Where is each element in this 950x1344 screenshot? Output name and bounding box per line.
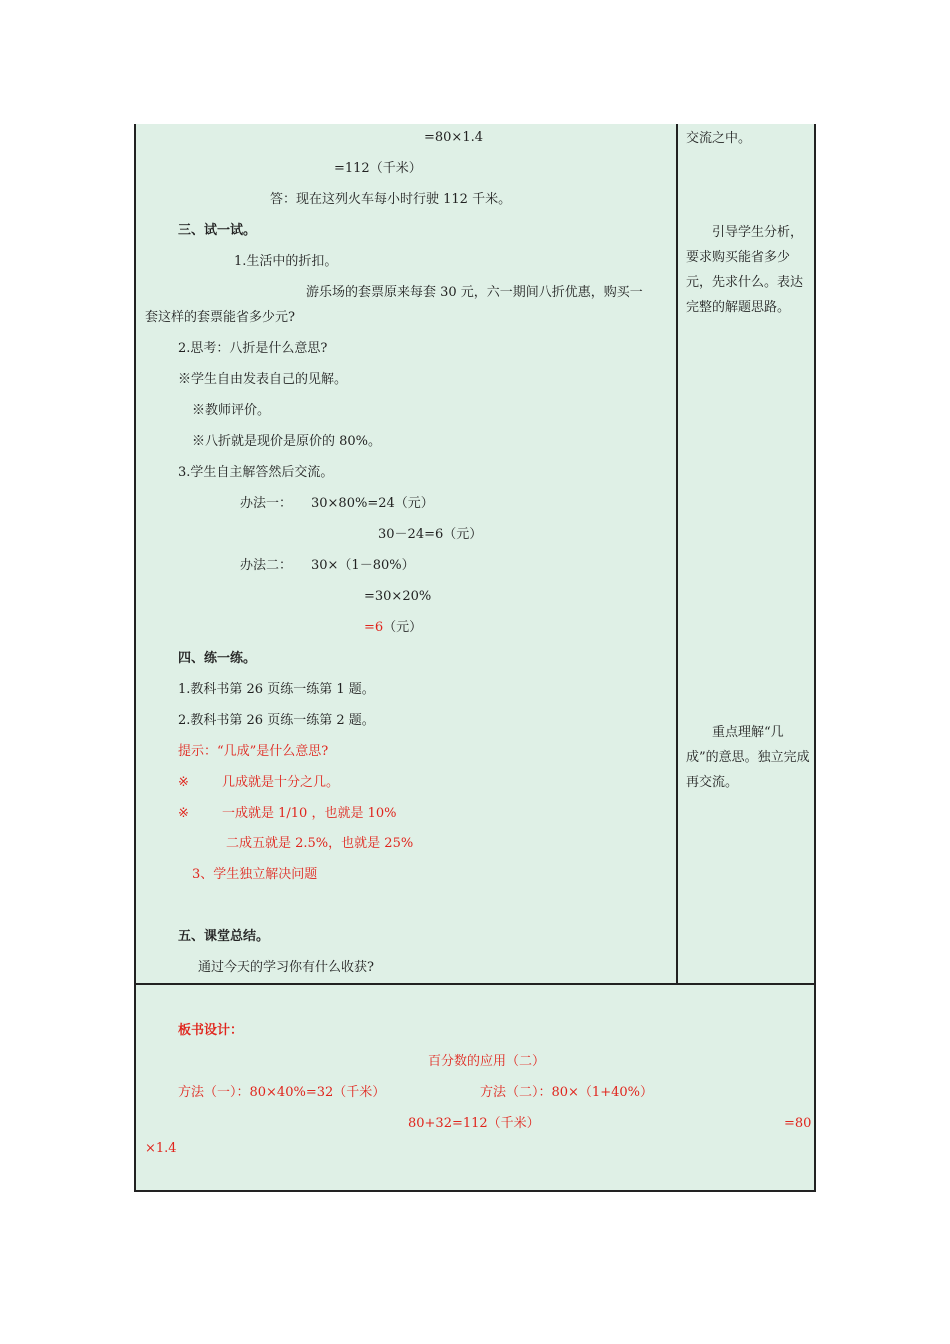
hint-2-mark: ※ <box>178 806 189 821</box>
board-label: 板书设计： <box>178 1023 244 1038</box>
row-divider <box>134 983 816 985</box>
method-2-label: 办法二： <box>240 558 293 573</box>
board-continuation-left: ×1.4 <box>145 1141 177 1156</box>
method-2-equation-3 <box>364 619 422 637</box>
method-2-result: =6 <box>364 620 384 635</box>
answer-text: 答：现在这列火车每小时行驶 112 千米。 <box>270 192 512 207</box>
board-method-2: 方法（二）：80×（1+40%） <box>480 1085 653 1100</box>
hint-2-text: 一成就是 1/10 ，也就是 10% <box>222 806 397 821</box>
note-2: ※教师评价。 <box>192 403 271 418</box>
note-3: ※八折就是现价是原价的 80%。 <box>192 434 382 449</box>
hint-3-text: 二成五就是 2.5%，也就是 25% <box>226 836 414 851</box>
summary-question: 通过今天的学习你有什么收获? <box>198 960 374 975</box>
side-note-a: 交流之中。 <box>686 131 752 146</box>
item-1: 1.生活中的折扣。 <box>234 254 338 269</box>
method-1-label: 办法一： <box>240 496 293 511</box>
hint-4-text: 3、学生独立解决问题 <box>192 867 318 882</box>
board-step: 80+32=112（千米） <box>408 1116 540 1131</box>
method-2-equation-1: 30×（1－80%） <box>311 558 415 573</box>
board-title: 百分数的应用（二） <box>428 1054 546 1069</box>
board-continuation-right: =80 <box>784 1116 812 1131</box>
side-note-c: 重点理解“几成”的意思。独立完成再交流。 <box>686 725 810 790</box>
exercise-1: 1.教科书第 26 页练一练第 1 题。 <box>178 682 375 697</box>
section-4-title: 四、练一练。 <box>178 651 257 666</box>
think-question: 2.思考：八折是什么意思? <box>178 341 328 356</box>
note-1: ※学生自由发表自己的见解。 <box>178 372 348 387</box>
section-3-title: 三、试一试。 <box>178 223 257 238</box>
problem-line-1: 游乐场的套票原来每套 30 元，六一期间八折优惠，购买一 <box>306 285 643 300</box>
method-2-equation-2: =30×20% <box>364 589 432 604</box>
method-1-equation-2: 30－24=6（元） <box>378 527 483 542</box>
method-1-equation-1: 30×80%=24（元） <box>311 496 434 511</box>
hint-title: 提示：“几成”是什么意思? <box>178 744 329 759</box>
section-5-title: 五、课堂总结。 <box>178 929 270 944</box>
problem-line-2: 套这样的套票能省多少元? <box>145 310 295 325</box>
column-divider <box>676 124 678 984</box>
exercise-2: 2.教科书第 26 页练一练第 2 题。 <box>178 713 375 728</box>
side-note-b: 引导学生分析，要求购买能省多少元，先求什么。表达完整的解题思路。 <box>686 225 804 315</box>
calc-line-a: =80×1.4 <box>424 130 484 145</box>
item-3: 3.学生自主解答然后交流。 <box>178 465 334 480</box>
board-method-1: 方法（一）：80×40%=32（千米） <box>178 1085 386 1100</box>
calc-line-b: =112（千米） <box>334 161 422 176</box>
method-2-unit: （元） <box>383 620 423 635</box>
hint-1-text: 几成就是十分之几。 <box>222 775 340 790</box>
hint-1-mark: ※ <box>178 775 189 790</box>
